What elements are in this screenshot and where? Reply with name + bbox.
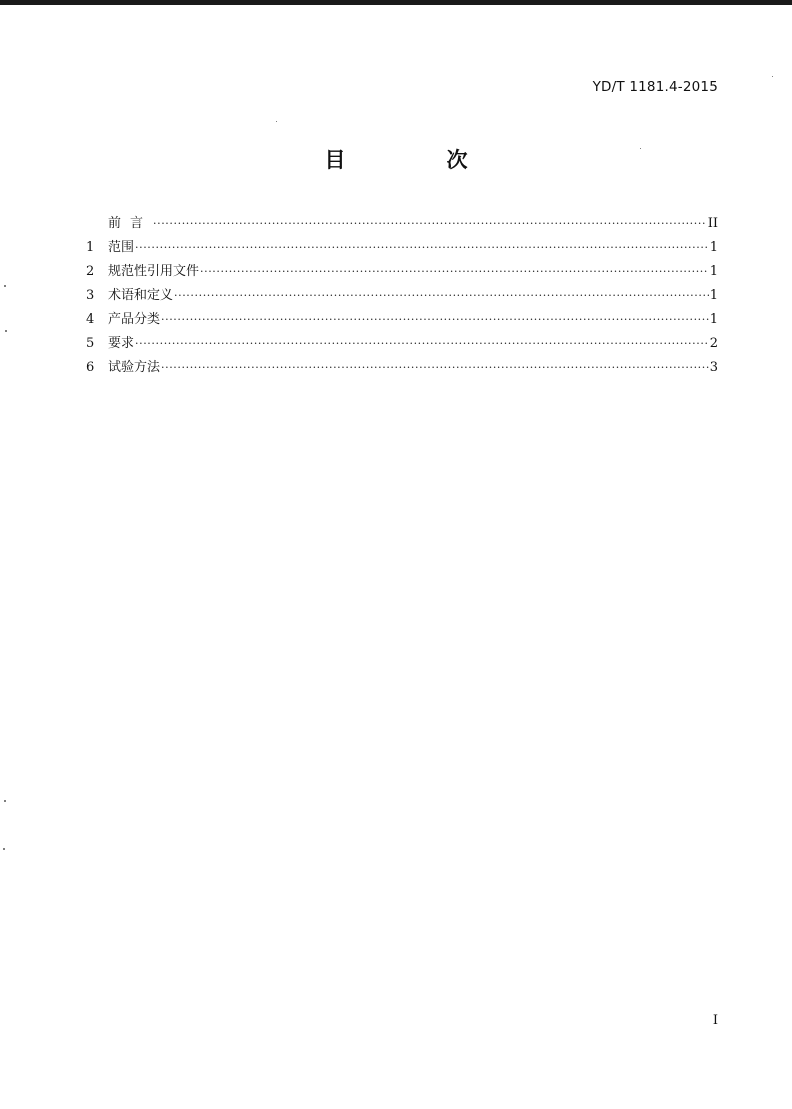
dot-leader [135, 236, 709, 260]
toc-entry-number: 4 [86, 312, 95, 327]
toc-entry-label: 规范性引用文件 [108, 264, 200, 279]
toc-list [86, 212, 718, 380]
dot-leader [174, 284, 709, 308]
toc-entry-foreword[interactable] [86, 212, 718, 236]
scan-top-edge [0, 0, 792, 5]
scan-speck [4, 285, 6, 287]
toc-entry-page: 3 [709, 360, 718, 375]
toc-entry-label: 产品分类 [108, 312, 161, 327]
toc-entry-label: 要求 [108, 336, 135, 351]
toc-entry-requirements[interactable] [86, 332, 718, 356]
standard-number: YD/T 1181.4-2015 [592, 79, 718, 95]
toc-entry-terms-definitions[interactable] [86, 284, 718, 308]
toc-entry-number: 2 [86, 264, 95, 279]
toc-entry-page: 1 [709, 264, 718, 279]
scan-speck [3, 848, 5, 850]
scan-speck [772, 76, 773, 77]
toc-entry-number: 1 [86, 240, 95, 255]
toc-entry-scope[interactable] [86, 236, 718, 260]
page-folio: I [712, 1013, 718, 1028]
toc-entry-test-methods[interactable] [86, 356, 718, 380]
toc-entry-number: 5 [86, 336, 95, 351]
dot-leader [153, 212, 707, 236]
toc-entry-classification[interactable] [86, 308, 718, 332]
toc-entry-label: 范围 [108, 240, 135, 255]
toc-entry-label: 前言 [108, 216, 153, 231]
toc-entry-label: 术语和定义 [108, 288, 174, 303]
toc-entry-page: 1 [709, 288, 718, 303]
scan-speck [276, 121, 277, 122]
scan-speck [640, 148, 641, 149]
toc-title: 目 次 [324, 148, 508, 172]
toc-entry-page: 2 [709, 336, 718, 351]
scan-speck [4, 800, 6, 802]
toc-entry-page: 1 [709, 312, 718, 327]
dot-leader [161, 356, 709, 380]
toc-entry-normative-references[interactable] [86, 260, 718, 284]
dot-leader [135, 332, 709, 356]
toc-entry-number: 3 [86, 288, 95, 303]
toc-entry-page: 1 [709, 240, 718, 255]
scan-speck [5, 330, 7, 332]
dot-leader [161, 308, 709, 332]
toc-entry-label: 试验方法 [108, 360, 161, 375]
toc-entry-number: 6 [86, 360, 95, 375]
dot-leader [200, 260, 709, 284]
toc-entry-page: II [707, 216, 718, 231]
